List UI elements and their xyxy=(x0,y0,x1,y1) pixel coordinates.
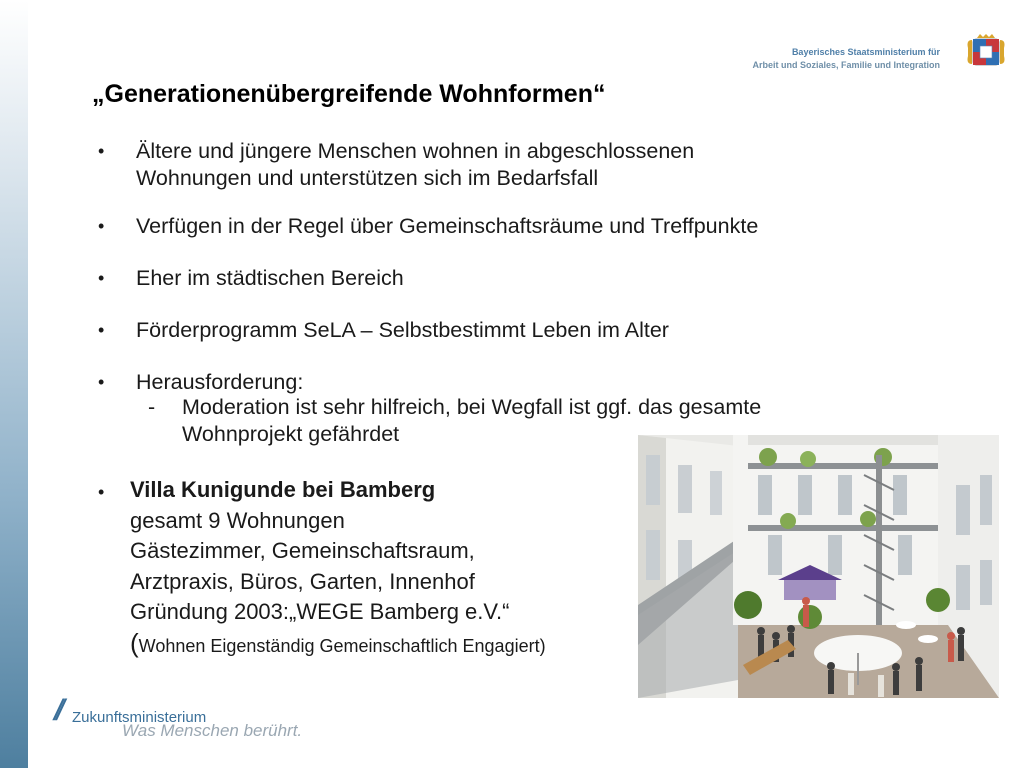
villa-title: Villa Kunigunde bei Bamberg xyxy=(130,477,436,502)
bullet-text: Verfügen in der Regel über Gemeinschaftsräume und Treffpunkte xyxy=(136,214,759,238)
bullet-dot: • xyxy=(98,320,105,340)
villa-note-text: Wohnen Eigenständig Gemeinschaftlich Engagiert) xyxy=(138,635,546,656)
bullet-dot: • xyxy=(98,372,105,392)
villa-note xyxy=(130,628,546,662)
bullet-text: Eher im städtischen Bereich xyxy=(136,266,404,290)
logo-tagline: Was Menschen berührt. xyxy=(122,721,303,740)
bullet-dot: • xyxy=(98,141,105,161)
villa-line: Arztpraxis, Büros, Garten, Innenhof xyxy=(130,568,475,594)
bullet-dot: • xyxy=(98,268,105,288)
ministry-line1: Bayerisches Staatsministerium für xyxy=(791,47,940,57)
ministry-name xyxy=(752,46,940,72)
bullet-text: Herausforderung: xyxy=(136,370,304,394)
sub-bullet-dash: - xyxy=(148,395,156,419)
slide-title: „Generationenübergreifende Wohnformen“ xyxy=(92,80,606,108)
villa-line: Gründung 2003:„WEGE Bamberg e.V.“ xyxy=(130,599,510,624)
ministry-line2: Arbeit und Soziales, Familie und Integration xyxy=(752,60,940,70)
logo-slash-mark: // xyxy=(54,694,59,727)
villa-bullet xyxy=(98,475,546,661)
left-gradient-bar xyxy=(0,0,28,768)
villa-note-paren: ( xyxy=(130,627,139,658)
bullet-text: Ältere und jüngere Menschen wohnen in abgeschlossenen xyxy=(136,139,695,163)
bullet-text: Wohnungen und unterstützen sich im Bedarfsfall xyxy=(136,166,599,190)
bullet-item xyxy=(98,213,758,240)
villa-line: gesamt 9 Wohnungen xyxy=(130,507,345,533)
logo-name: Zukunftsministerium xyxy=(72,709,207,726)
bullet-item xyxy=(98,138,694,192)
bavarian-crest-icon xyxy=(962,34,1010,70)
bullet-dot: • xyxy=(98,216,105,236)
sub-bullet-text: Moderation ist sehr hilfreich, bei Wegfall ist ggf. das gesamte xyxy=(182,395,762,419)
bullet-item xyxy=(98,265,404,292)
sub-bullet-text: Wohnprojekt gefährdet xyxy=(182,422,400,446)
bullet-text: Förderprogramm SeLA – Selbstbestimmt Leben im Alter xyxy=(136,318,669,342)
bullet-dot: • xyxy=(98,482,105,502)
courtyard-photo xyxy=(638,435,999,698)
bullet-item xyxy=(98,317,669,344)
villa-line: Gästezimmer, Gemeinschaftsraum, xyxy=(130,538,475,563)
